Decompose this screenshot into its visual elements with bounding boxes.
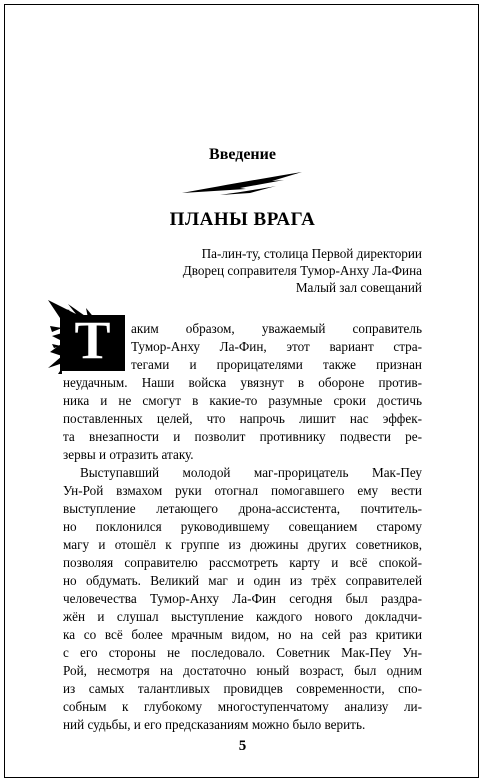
text-line: ника и не смогут в какие-то разумные сроки достичь xyxy=(63,393,422,408)
text-line: но обдумать. Великий маг и один из трёх соправителей xyxy=(63,573,422,588)
text-line: поставленных целей, что напрочь лишит нас эффек- xyxy=(63,411,422,426)
location-line: Па-лин-ту, столица Первой директории xyxy=(201,246,422,261)
text-line: с его стороны не последовало. Советник Мак-Пеу Ун- xyxy=(63,645,422,660)
chapter-ornament xyxy=(180,170,305,196)
text-line: человечества Тумор-Анху Ла-Фин сегодня был раздра- xyxy=(63,591,422,606)
text-line: жён и слушал выступление каждого нового докладчи- xyxy=(63,609,422,624)
text-line: неудачным. Наши войска увязнут в обороне против- xyxy=(63,375,422,390)
text-line: но поклонился руководившему совещанием старому xyxy=(63,519,422,534)
text-line: из самых талантливых провидцев современности, спо- xyxy=(63,681,422,696)
drop-cap-letter: Т xyxy=(74,310,111,370)
page-number: 5 xyxy=(238,738,247,754)
text-line: ний судьбы, и его предсказаниям можно было верить. xyxy=(63,717,366,732)
location-line: Малый зал совещаний xyxy=(295,280,422,295)
text-line: Выступавший молодой маг-прорицатель Мак-Пеу xyxy=(80,465,422,480)
location-block xyxy=(183,245,422,296)
text-line: собным к глубокому многоступенчатому анализу ли- xyxy=(63,699,422,714)
text-line: Рой, несмотря на достаточно юный возраст, был одним xyxy=(63,663,422,678)
text-line: аким образом, уважаемый соправитель xyxy=(131,321,422,336)
text-line: тегами и прорицателями также признан xyxy=(131,357,422,372)
text-line: магу и отошёл к группе из дюжины других советников, xyxy=(63,537,422,552)
text-line: ка со всё более мрачным видом, но на сей раз критики xyxy=(63,627,422,642)
text-line: позволяя соправителю рассмотреть карту и всё спокой- xyxy=(63,555,422,570)
text-line: та внезапности и позволит противнику подвести ре- xyxy=(63,429,422,444)
location-line: Дворец соправителя Тумор-Анху Ла-Фина xyxy=(182,263,422,278)
text-line: Ун-Рой взмахом руки отогнал помогавшего ему вести xyxy=(63,483,422,498)
text-line: Тумор-Анху Ла-Фин, этот вариант стра- xyxy=(131,339,422,354)
chapter-label: Введение xyxy=(209,146,276,163)
chapter-title: ПЛАНЫ ВРАГА xyxy=(169,209,316,230)
text-line: выступление летающего дрона-ассистента, почтитель- xyxy=(63,501,422,516)
text-line: зервы и отразить атаку. xyxy=(63,447,194,462)
